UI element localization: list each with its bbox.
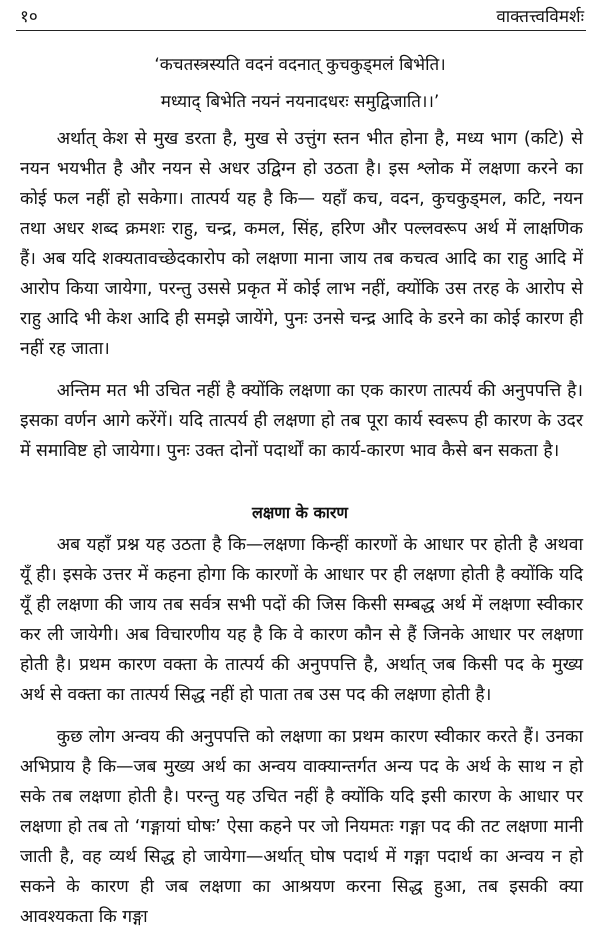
header-divider [16, 30, 586, 31]
paragraph-1: अर्थात् केश से मुख डरता है, मुख से उत्तुंग स्तन भीत होना है, मध्य भाग (कटि) से नयन भयभीत है और नयन से अधर उद्विग्न हो उठता है। इस श्लोक में लक्षणा करने का कोई फल नहीं हो सकेगा। तात्पर्य यह है कि— यहाँ कच, वदन, कुचकुड्मल, कटि, नयन तथा अधर शब्द क्रमशः राहु, चन्द्र, कमल, सिंह, हरिण और पल्लवरूप अर्थ में लाक्षणिक हैं। अब यदि शक्यतावच्छेदकारोप को लक्षणा माना जाय तब कचत्व आदि का राहु आदि में आरोप किया जायेगा, परन्तु उससे प्रकृत में कोई लाभ नहीं, क्योंकि उस तरह के आरोप से राहु आदि भी केश आदि ही समझे जायेंगे, पुनः उनसे चन्द्र आदि के डरने का कोई कारण ही नहीं रह जाता। [20, 129, 583, 359]
book-title: वाक्तत्त्वविमर्शः [496, 7, 584, 27]
paragraph-4: कुछ लोग अन्वय की अनुपपत्ति को लक्षणा का प्रथम कारण स्वीकार करते हैं। उनका अभिप्राय है कि—जब मुख्य अर्थ का अन्वय वाक्यान्तर्गत अन्य पद के अर्थ के साथ न हो सके तब लक्षणा होती है। परन्तु यह उचित नहीं है क्योंकि यदि इसी कारण के आधार पर लक्षणा हो तब तो ‘गङ्गायां घोषः’ ऐसा कहने पर जो नियमतः गङ्गा पद की तट लक्षणा मानी जाती है, वह व्यर्थ सिद्ध हो जायेगा—अर्थात् घोष पदार्थ में गङ्गा पदार्थ का अन्वय न हो सकने के कारण ही जब लक्षणा का आश्रयण करना सिद्ध हुआ, तब इसकी क्या आवश्यकता कि गङ्गा [20, 727, 583, 927]
running-header [20, 2, 584, 28]
section-heading: लक्षणा के कारण [251, 503, 348, 522]
verse-line-2: मध्याद् बिभेति नयनं नयनादधरः समुद्विजाति।।’ [160, 92, 440, 112]
paragraph-3: अब यहाँ प्रश्न यह उठता है कि—लक्षणा किन्हीं कारणों के आधार पर होती है अथवा यूँ ही। इसके उत्तर में कहना होगा कि कारणों के आधार पर ही लक्षणा होती है क्योंकि यदि यूँ ही लक्षणा की जाय तब सर्वत्र सभी पदों की जिस किसी सम्बद्ध अर्थ में लक्षणा स्वीकार कर ली जायेगी। अब विचारणीय यह है कि वे कारण कौन से हैं जिनके आधार पर लक्षणा होती है। प्रथम कारण वक्ता के तात्पर्य की अनुपपत्ति है, अर्थात् जब किसी पद के मुख्य अर्थ से वक्ता का तात्पर्य सिद्ध नहीं हो पाता तब उस पद की लक्षणा होती है। [20, 535, 583, 705]
paragraph-2: अन्तिम मत भी उचित नहीं है क्योंकि लक्षणा का एक कारण तात्पर्य की अनुपपत्ति है। इसका वर्णन आगे करेंगें। यदि तात्पर्य ही लक्षणा हो तब पूरा कार्य स्वरूप ही कारण के उदर में समाविष्ट हो जायेगा। पुनः उक्त दोनों पदार्थों का कार्य-कारण भाव कैसे बन सकता है। [20, 381, 583, 461]
verse-line-1: ‘कचतस्त्रस्यति वदनं वदनात् कुचकुड्मलं बिभेति। [154, 55, 446, 75]
page-number: १० [20, 7, 38, 27]
